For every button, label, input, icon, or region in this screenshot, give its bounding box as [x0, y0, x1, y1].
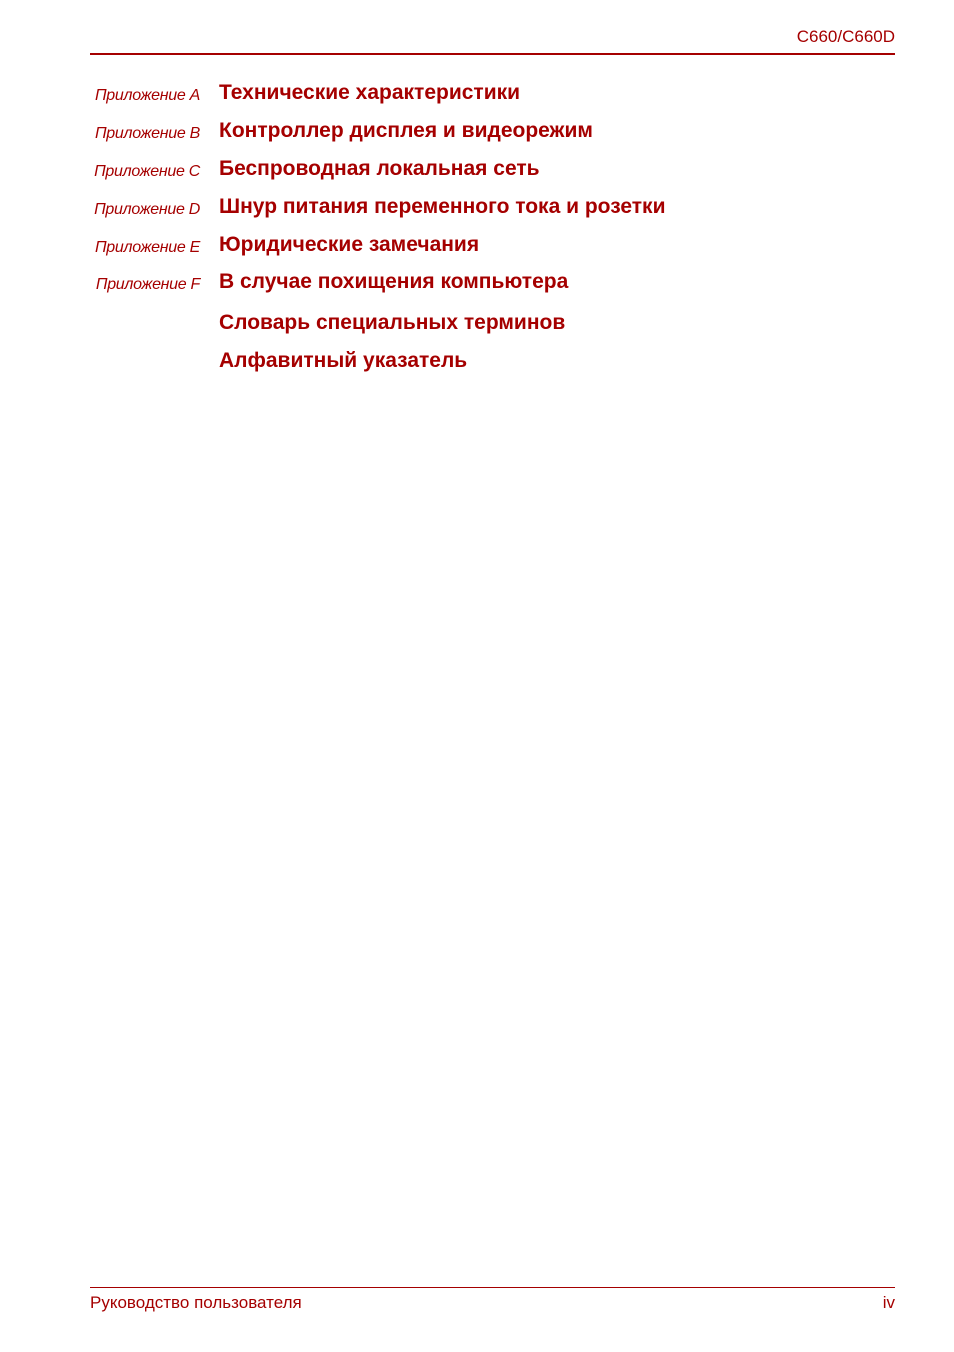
- toc-entry-title[interactable]: Юридические замечания: [219, 233, 480, 256]
- toc-entry-appendix-f[interactable]: [0, 270, 954, 300]
- header-model-name: C660/C660D: [796, 27, 895, 46]
- toc-entry-appendix-a[interactable]: [0, 81, 954, 111]
- toc-entry-appendix-d[interactable]: [0, 195, 954, 225]
- footer-divider: [90, 1287, 895, 1288]
- toc-entry-appendix-c[interactable]: [0, 157, 954, 187]
- toc-entry-index[interactable]: [0, 349, 954, 379]
- toc-entry-prefix: Приложение A: [95, 87, 200, 104]
- toc-entry-title[interactable]: Шнур питания переменного тока и розетки: [219, 195, 666, 218]
- toc-entry-prefix: Приложение E: [95, 239, 200, 256]
- footer-manual-title: Руководство пользователя: [90, 1293, 302, 1312]
- footer-page-number: iv: [882, 1293, 895, 1312]
- toc-entry-title[interactable]: Алфавитный указатель: [219, 349, 468, 372]
- toc-entry-title[interactable]: В случае похищения компьютера: [219, 270, 569, 293]
- toc-entry-prefix: Приложение B: [95, 125, 200, 142]
- toc-entry-appendix-e[interactable]: [0, 233, 954, 263]
- toc-entry-title[interactable]: Технические характеристики: [219, 81, 521, 104]
- toc-entry-prefix: Приложение F: [95, 276, 200, 293]
- toc-entry-appendix-b[interactable]: [0, 119, 954, 149]
- toc-entry-prefix: Приложение C: [94, 163, 200, 180]
- toc-entry-title[interactable]: Словарь специальных терминов: [219, 311, 566, 334]
- toc-entry-glossary[interactable]: [0, 311, 954, 341]
- toc-entry-title[interactable]: Контроллер дисплея и видеорежим: [219, 119, 593, 142]
- header-divider: [90, 53, 895, 55]
- toc-entry-prefix: Приложение D: [94, 201, 200, 218]
- toc-entry-title[interactable]: Беспроводная локальная сеть: [219, 157, 540, 180]
